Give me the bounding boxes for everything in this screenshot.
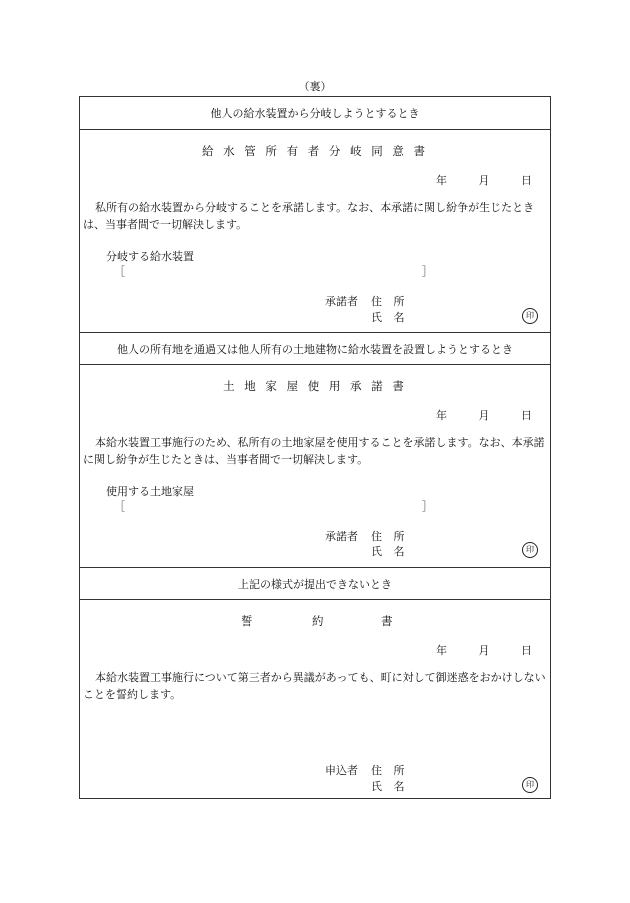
section-1-day: 日 [521,174,532,187]
page-side-label: （裏） [298,80,332,93]
section-1-year: 年 [436,174,447,187]
section-3-role: 申込者 [325,764,358,777]
section-2-day: 日 [521,409,532,422]
section-2-month: 月 [478,409,490,422]
section-1-month: 月 [478,174,490,187]
section-1-role: 承諾者 [325,295,358,308]
consent-form [79,96,551,799]
section-2-bracket-open: ［ [114,500,125,513]
section-3-month: 月 [478,644,490,657]
section-1-body: 私所有の給水装置から分岐することを承諾します。なお、本承諾に関し紛争が生じたときは、当事者間で一切解決します。 [83,201,535,231]
section-3-title-part-3: 書 [381,614,393,628]
section-3-title-part-1: 誓 [241,614,253,628]
section-2-address-label: 住 所 [371,530,409,543]
section-1-item-label: 分岐する給水装置 [106,250,194,263]
section-2-body: 本給水装置工事施行のため、私所有の土地家屋を使用することを承諾します。なお、本承諾に関し紛争が生じたときは、当事者間で一切解決します。 [83,436,545,466]
section-2-name-label: 氏 名 [371,545,409,558]
section-1-bracket-open: ［ [114,265,125,278]
section-3-address-label: 住 所 [371,764,409,777]
section-2-role: 承諾者 [325,530,358,543]
section-2-title: 土 地 家 屋 使 用 承 諾 書 [223,379,407,393]
section-2-date [414,407,532,423]
section-2-condition-band: 他人の所有地を通過又は他人所有の土地建物に給水装置を設置しようとするとき [80,332,550,365]
section-1-address-label: 住 所 [371,295,409,308]
section-3-condition-band: 上記の様式が提出できないとき [80,567,550,600]
section-3-date [414,642,532,658]
section-3-title-part-2: 約 [312,614,324,628]
section-3-year: 年 [436,644,447,657]
section-3-day: 日 [521,644,532,657]
section-3-seal-icon: 印 [522,777,538,793]
section-1-name-label: 氏 名 [371,311,409,324]
section-1-title: 給 水 管 所 有 者 分 岐 同 意 書 [201,144,429,158]
section-1-date [414,172,532,188]
section-1-condition-band: 他人の給水装置から分岐しようとするとき [80,97,550,130]
section-2-year: 年 [436,409,447,422]
section-3-name-label: 氏 名 [371,780,409,793]
section-3-body: 本給水装置工事施行について第三者から異議があっても、町に対して御迷惑をおかけしないことを誓約します。 [83,671,546,701]
section-2-seal-icon: 印 [522,542,538,558]
section-2-item-label: 使用する土地家屋 [106,485,194,498]
section-1-bracket-close: ］ [422,265,433,278]
section-1-seal-icon: 印 [522,308,538,324]
section-2-bracket-close: ］ [422,500,433,513]
